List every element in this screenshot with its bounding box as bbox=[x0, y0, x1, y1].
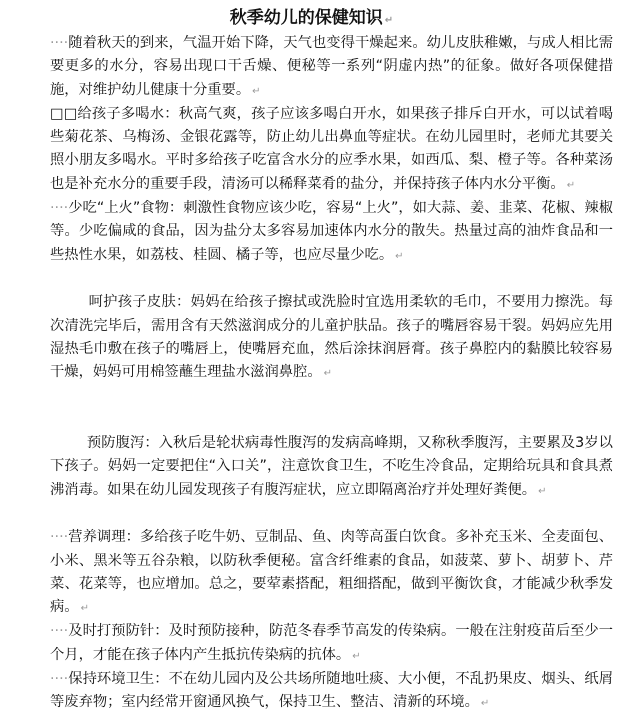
indent-marker: ···· bbox=[50, 671, 69, 688]
paragraph-text: 少吃“上火”食物：刺激性食物应该少吃，容易“上火”，如大蒜、姜、韭菜、花椒、辣椒等。少吃偏咸的食品，因为盐分太多容易加速体内水分的散失。热量过高的油炸食品和一些热性水果，如荔枝、桂圆、橘子等，也应尽量少吃。 bbox=[50, 200, 613, 263]
paragraph-nutrition bbox=[50, 526, 613, 620]
paragraph-mark-icon: ↵ bbox=[252, 85, 261, 97]
paragraph-text: 保持环境卫生：不在幼儿园内及公共场所随地吐痰、大小便，不乱扔果皮、烟头、纸屑等废弃物；室内经常开窗通风换气，保持卫生、整洁、清新的环境。 bbox=[50, 671, 613, 711]
paragraph-text: □□给孩子多喝水：秋高气爽，孩子应该多喝白开水，如果孩子排斥白开水，可以试着喝些菊花茶、乌梅汤、金银花露等，防止幼儿出鼻血等症状。在幼儿园里时，老师尤其要关照小朋友多喝水。平时多给孩子吃富含水分的应季水果，如西瓜、梨、橙子等。各种菜汤也是补充水分的重要手段，清汤可以稀释菜肴的盐分，并保持孩子体内水分平衡。 bbox=[50, 105, 613, 192]
paragraph-hygiene bbox=[50, 668, 613, 716]
paragraph-text: 及时打预防针：及时预防接种，防范冬春季节高发的传染病。一般在注射疫苗后至少一个月，才能在孩子体内产生抵抗传染病的抗体。 bbox=[50, 623, 613, 663]
paragraph-mark-icon: ↵ bbox=[384, 15, 394, 26]
paragraph-intro bbox=[50, 32, 613, 103]
paragraph-skin-care bbox=[50, 268, 613, 409]
paragraph-drink-water bbox=[50, 103, 613, 197]
paragraph-mark-icon: ↵ bbox=[323, 368, 333, 380]
document-title bbox=[50, 6, 613, 32]
indent-marker: ···· bbox=[50, 35, 69, 51]
paragraph-mark-icon: ↵ bbox=[352, 650, 361, 662]
paragraph-prevent-diarrhea bbox=[50, 409, 613, 526]
indent-marker: ···· bbox=[50, 623, 69, 640]
paragraph-mark-icon: ↵ bbox=[80, 603, 89, 615]
title-text: 秋季幼儿的保健知识 bbox=[229, 8, 383, 28]
paragraph-text: 预防腹泻：入秋后是轮状病毒性腹泻的发病高峰期，又称秋季腹泻，主要累及3岁以下孩子。妈妈一定要把住“入口关”，注意饮食卫生，不吃生冷食品，定期给玩具和食具煮沸消毒。如果在幼儿园发现孩子有腹泻症状，应立即隔离治疗并处理好粪便。 bbox=[50, 435, 613, 498]
paragraph-text: 营养调理：多给孩子吃牛奶、豆制品、鱼、肉等高蛋白饮食。多补充玉米、全麦面包、小米、黑米等五谷杂粮，以防秋季便秘。富含纤维素的食品，如菠菜、萝卜、胡萝卜、芹菜、花菜等，也应增加。总之，要荤素搭配，粗细搭配，做到平衡饮食，才能减少秋季发病。 bbox=[50, 529, 613, 616]
paragraph-vaccination bbox=[50, 620, 613, 668]
indent-marker: ···· bbox=[50, 200, 69, 217]
paragraph-mark-icon: ↵ bbox=[395, 250, 404, 262]
paragraph-mark-icon: ↵ bbox=[480, 698, 490, 710]
paragraph-less-spicy-food bbox=[50, 197, 613, 268]
indent-marker: ···· bbox=[50, 529, 69, 546]
indent-space bbox=[68, 435, 86, 451]
paragraph-mark-icon: ↵ bbox=[538, 485, 547, 497]
paragraph-mark-icon: ↵ bbox=[566, 179, 576, 191]
indent-space bbox=[69, 294, 88, 310]
paragraph-text: 呵护孩子皮肤：妈妈在给孩子擦拭或洗脸时宜选用柔软的毛巾，不要用力擦洗。每次清洗完毕后，需用含有天然滋润成分的儿童护肤品。孩子的嘴唇容易干裂。妈妈应先用湿热毛巾敷在孩子的嘴唇上，使嘴唇充血，然后涂抹润唇膏。孩子鼻腔内的黏膜比较容易干燥，妈妈可用棉签蘸生理盐水滋润鼻腔。 bbox=[50, 294, 613, 381]
paragraph-text: 随着秋天的到来，气温开始下降，天气也变得干燥起来。幼儿皮肤稚嫩，与成人相比需要更多的水分，容易出现口干舌燥、便秘等一系列“阴虚内热”的征象。做好各项保健措施，对维护幼儿健康十分重要。 bbox=[50, 35, 613, 98]
